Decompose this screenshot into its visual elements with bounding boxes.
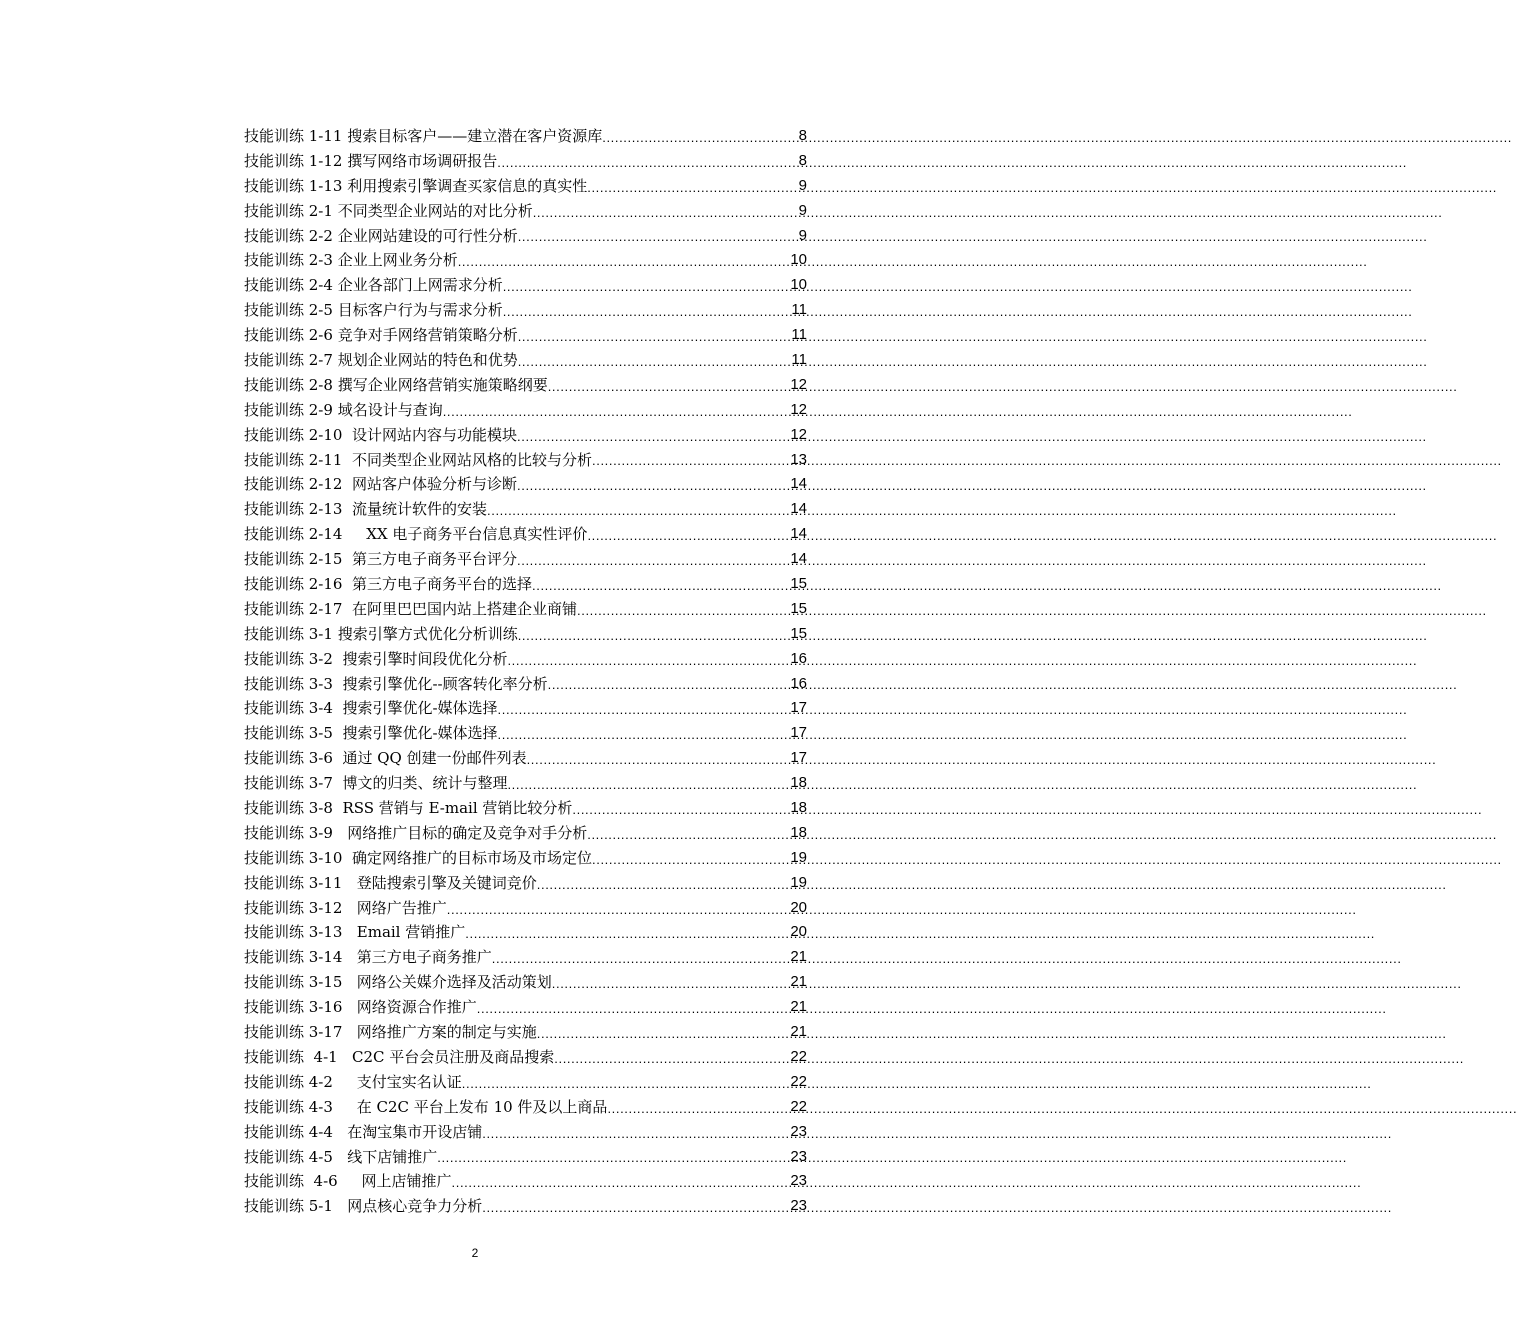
toc-entry-page: 19 xyxy=(790,873,807,891)
toc-dot-leader xyxy=(503,301,791,323)
toc-entry[interactable] xyxy=(244,174,807,199)
toc-dot-leader xyxy=(517,426,789,448)
toc-dot-leader xyxy=(437,1147,789,1169)
toc-entry[interactable] xyxy=(244,373,807,398)
toc-dot-leader xyxy=(517,475,789,497)
toc-entry[interactable] xyxy=(244,995,807,1020)
toc-dot-leader xyxy=(592,849,789,871)
toc-entry-page: 21 xyxy=(790,973,807,991)
toc-dot-leader xyxy=(548,376,790,398)
page-number: 2 xyxy=(471,1246,479,1260)
toc-dot-leader xyxy=(517,550,789,572)
toc-entry[interactable] xyxy=(244,672,807,697)
toc-dot-leader xyxy=(527,749,790,771)
toc-entry-title: 技能训练 2-12 网站客户体验分析与诊断 xyxy=(244,475,518,494)
toc-entry-page: 17 xyxy=(790,699,807,717)
toc-entry-page: 11 xyxy=(791,326,807,344)
toc-entry-title: 技能训练 2-6 竞争对手网络营销策略分析 xyxy=(244,326,518,345)
toc-entry[interactable] xyxy=(244,472,807,497)
toc-entry-page: 23 xyxy=(790,1147,807,1165)
toc-entry[interactable] xyxy=(244,1095,807,1120)
toc-entry[interactable] xyxy=(244,921,807,946)
toc-entry-page: 23 xyxy=(790,1197,807,1215)
toc-dot-leader xyxy=(482,1197,789,1219)
toc-entry[interactable] xyxy=(244,497,807,522)
toc-entry-title: 技能训练 3-9 网络推广目标的确定及竞争对手分析 xyxy=(244,823,588,842)
toc-dot-leader xyxy=(554,1048,789,1070)
toc-entry-title: 技能训练 2-1 不同类型企业网站的对比分析 xyxy=(244,201,533,220)
toc-entry-title: 技能训练 2-11 不同类型企业网站风格的比较与分析 xyxy=(244,450,593,469)
toc-entry[interactable] xyxy=(244,1169,807,1194)
toc-entry-page: 9 xyxy=(798,201,807,219)
toc-dot-leader xyxy=(518,625,790,647)
toc-entry[interactable] xyxy=(244,622,807,647)
toc-entry-page: 9 xyxy=(798,176,807,194)
toc-entry-title: 技能训练 3-1 搜索引擎方式优化分析训练 xyxy=(244,624,518,643)
toc-entry[interactable] xyxy=(244,423,807,448)
toc-entry[interactable] xyxy=(244,945,807,970)
toc-dot-leader xyxy=(532,575,789,597)
toc-entry[interactable] xyxy=(244,124,807,149)
toc-entry-page: 10 xyxy=(790,251,807,269)
toc-entry-page: 10 xyxy=(790,276,807,294)
toc-entry-page: 14 xyxy=(790,475,807,493)
toc-entry-title: 技能训练 2-8 撰写企业网络营销实施策略纲要 xyxy=(244,375,548,394)
toc-entry-title: 技能训练 4-6 网上店铺推广 xyxy=(244,1172,452,1191)
toc-dot-leader xyxy=(572,799,789,821)
toc-entry-page: 18 xyxy=(790,774,807,792)
toc-entry-page: 16 xyxy=(790,649,807,667)
toc-entry-title: 技能训练 2-5 目标客户行为与需求分析 xyxy=(244,301,503,320)
toc-entry-page: 14 xyxy=(790,525,807,543)
toc-entry-page: 21 xyxy=(790,1023,807,1041)
toc-entry-title: 技能训练 3-2 搜索引擎时间段优化分析 xyxy=(244,649,508,668)
toc-dot-leader xyxy=(533,202,798,224)
toc-dot-leader xyxy=(548,674,790,696)
toc-entry-page: 21 xyxy=(790,948,807,966)
toc-entry-title: 技能训练 4-1 C2C 平台会员注册及商品搜索 xyxy=(244,1047,555,1066)
toc-entry[interactable] xyxy=(244,1070,807,1095)
toc-entry-page: 15 xyxy=(790,599,807,617)
toc-dot-leader xyxy=(462,1073,790,1095)
toc-entry-title: 技能训练 4-5 线下店铺推广 xyxy=(244,1147,438,1166)
toc-entry-title: 技能训练 3-4 搜索引擎优化-媒体选择 xyxy=(244,699,498,718)
toc-entry-title: 技能训练 3-8 RSS 营销与 E-mail 营销比较分析 xyxy=(244,799,573,818)
toc-entry-page: 13 xyxy=(790,450,807,468)
toc-entry-page: 8 xyxy=(798,151,807,169)
toc-entry[interactable] xyxy=(244,348,807,373)
toc-entry-title: 技能训练 2-15 第三方电子商务平台评分 xyxy=(244,550,518,569)
toc-dot-leader xyxy=(452,1172,790,1194)
toc-entry[interactable] xyxy=(244,871,807,896)
toc-entry-title: 技能训练 4-3 在 C2C 平台上发布 10 件及以上商品 xyxy=(244,1097,608,1116)
toc-dot-leader xyxy=(458,251,790,273)
toc-dot-leader xyxy=(482,1123,789,1145)
toc-dot-leader xyxy=(498,724,790,746)
toc-entry-title: 技能训练 3-5 搜索引擎优化-媒体选择 xyxy=(244,724,498,743)
toc-dot-leader xyxy=(587,525,789,547)
toc-entry[interactable] xyxy=(244,522,807,547)
toc-entry-title: 技能训练 3-13 Email 营销推广 xyxy=(244,923,466,942)
toc-entry-page: 14 xyxy=(790,550,807,568)
toc-entry-title: 技能训练 2-9 域名设计与查询 xyxy=(244,400,443,419)
toc-entry-page: 19 xyxy=(790,848,807,866)
toc-entry-page: 21 xyxy=(790,998,807,1016)
toc-entry-page: 18 xyxy=(790,823,807,841)
toc-dot-leader xyxy=(465,923,789,945)
toc-dot-leader xyxy=(552,973,790,995)
toc-dot-leader xyxy=(587,824,789,846)
toc-entry-page: 22 xyxy=(790,1072,807,1090)
toc-entry-page: 14 xyxy=(790,500,807,518)
toc-entry[interactable] xyxy=(244,1194,807,1219)
toc-entry-page: 23 xyxy=(790,1122,807,1140)
toc-entry-page: 12 xyxy=(790,400,807,418)
toc-entry-title: 技能训练 3-6 通过 QQ 创建一份邮件列表 xyxy=(244,749,527,768)
toc-entry[interactable] xyxy=(244,224,807,249)
toc-entry-title: 技能训练 2-10 设计网站内容与功能模块 xyxy=(244,425,518,444)
toc-entry-page: 20 xyxy=(790,898,807,916)
toc-entry-page: 15 xyxy=(790,624,807,642)
toc-entry-page: 11 xyxy=(791,301,807,319)
toc-dot-leader xyxy=(447,899,790,921)
toc-dot-leader xyxy=(602,127,797,149)
toc-entry[interactable] xyxy=(244,846,807,871)
toc-entry[interactable] xyxy=(244,1020,807,1045)
toc-dot-leader xyxy=(537,1023,790,1045)
toc-entry-title: 技能训练 3-7 博文的归类、统计与整理 xyxy=(244,774,508,793)
toc-entry-title: 技能训练 3-15 网络公关媒介选择及活动策划 xyxy=(244,973,552,992)
toc-dot-leader xyxy=(518,326,791,348)
toc-entry[interactable] xyxy=(244,821,807,846)
toc-entry[interactable] xyxy=(244,896,807,921)
toc-entry-title: 技能训练 3-3 搜索引擎优化--顾客转化率分析 xyxy=(244,674,548,693)
toc-entry[interactable] xyxy=(244,398,807,423)
toc-entry[interactable] xyxy=(244,199,807,224)
toc-entry-page: 17 xyxy=(790,749,807,767)
toc-entry-page: 11 xyxy=(791,351,807,368)
toc-entry[interactable] xyxy=(244,273,807,298)
toc-entry-title: 技能训练 1-13 利用搜索引擎调查买家信息的真实性 xyxy=(244,176,588,195)
toc-entry-page: 22 xyxy=(790,1047,807,1065)
toc-entry[interactable] xyxy=(244,448,807,473)
toc-entry-page: 16 xyxy=(790,674,807,692)
toc-dot-leader xyxy=(607,1098,789,1120)
table-of-contents xyxy=(244,124,807,1219)
toc-entry-title: 技能训练 1-12 撰写网络市场调研报告 xyxy=(244,151,498,170)
toc-entry[interactable] xyxy=(244,696,807,721)
toc-entry-page: 17 xyxy=(790,724,807,742)
toc-entry[interactable] xyxy=(244,1045,807,1070)
toc-entry[interactable] xyxy=(244,298,807,323)
toc-entry-page: 12 xyxy=(790,425,807,443)
toc-entry-title: 技能训练 4-4 在淘宝集市开设店铺 xyxy=(244,1122,483,1141)
toc-entry[interactable] xyxy=(244,323,807,348)
toc-entry[interactable] xyxy=(244,547,807,572)
toc-entry-title: 技能训练 1-11 搜索目标客户——建立潜在客户资源库 xyxy=(244,126,603,145)
toc-entry-page: 23 xyxy=(790,1172,807,1190)
toc-entry-title: 技能训练 2-16 第三方电子商务平台的选择 xyxy=(244,575,533,594)
toc-dot-leader xyxy=(577,600,789,622)
toc-entry-title: 技能训练 3-17 网络推广方案的制定与实施 xyxy=(244,1023,537,1042)
toc-dot-leader xyxy=(518,226,798,248)
toc-entry[interactable] xyxy=(244,721,807,746)
toc-entry-title: 技能训练 2-2 企业网站建设的可行性分析 xyxy=(244,226,518,245)
toc-entry[interactable] xyxy=(244,149,807,174)
toc-entry-title: 技能训练 3-10 确定网络推广的目标市场及市场定位 xyxy=(244,848,593,867)
toc-dot-leader xyxy=(497,152,797,174)
toc-entry-title: 技能训练 5-1 网点核心竞争力分析 xyxy=(244,1197,483,1216)
toc-dot-leader xyxy=(592,450,789,472)
toc-entry-title: 技能训练 2-4 企业各部门上网需求分析 xyxy=(244,276,503,295)
toc-entry-page: 12 xyxy=(790,375,807,393)
toc-entry[interactable] xyxy=(244,771,807,796)
toc-entry[interactable] xyxy=(244,1120,807,1145)
toc-entry-title: 技能训练 2-17 在阿里巴巴国内站上搭建企业商铺 xyxy=(244,599,578,618)
toc-entry-title: 技能训练 2-7 规划企业网站的特色和优势 xyxy=(244,351,518,369)
toc-dot-leader xyxy=(518,351,791,373)
toc-entry[interactable] xyxy=(244,647,807,672)
toc-entry-page: 15 xyxy=(790,575,807,593)
toc-dot-leader xyxy=(537,874,790,896)
toc-entry-title: 技能训练 3-11 登陆搜索引擎及关键词竞价 xyxy=(244,873,537,892)
toc-entry[interactable] xyxy=(244,572,807,597)
toc-entry[interactable] xyxy=(244,1145,807,1170)
toc-entry-title: 技能训练 3-16 网络资源合作推广 xyxy=(244,998,477,1017)
toc-entry-page: 8 xyxy=(798,126,807,144)
toc-entry-title: 技能训练 2-3 企业上网业务分析 xyxy=(244,251,458,270)
toc-dot-leader xyxy=(507,774,789,796)
toc-entry-page: 22 xyxy=(790,1097,807,1115)
toc-dot-leader xyxy=(503,276,790,298)
toc-entry[interactable] xyxy=(244,248,807,273)
toc-entry[interactable] xyxy=(244,970,807,995)
toc-entry-page: 18 xyxy=(790,799,807,817)
toc-entry[interactable] xyxy=(244,796,807,821)
toc-dot-leader xyxy=(477,998,790,1020)
toc-entry-title: 技能训练 3-12 网络广告推广 xyxy=(244,898,447,917)
toc-entry-title: 技能训练 4-2 支付宝实名认证 xyxy=(244,1072,462,1091)
toc-entry-title: 技能训练 2-14 XX 电子商务平台信息真实性评价 xyxy=(244,525,588,544)
toc-dot-leader xyxy=(498,699,790,721)
toc-entry-page: 20 xyxy=(790,923,807,941)
toc-entry-page: 9 xyxy=(798,226,807,244)
toc-entry[interactable] xyxy=(244,597,807,622)
toc-entry-title: 技能训练 2-13 流量统计软件的安装 xyxy=(244,500,488,519)
toc-dot-leader xyxy=(443,401,790,423)
toc-entry-title: 技能训练 3-14 第三方电子商务推广 xyxy=(244,948,492,967)
toc-dot-leader xyxy=(492,948,790,970)
toc-dot-leader xyxy=(507,650,789,672)
toc-entry[interactable] xyxy=(244,746,807,771)
toc-dot-leader xyxy=(587,177,797,199)
toc-dot-leader xyxy=(487,500,789,522)
